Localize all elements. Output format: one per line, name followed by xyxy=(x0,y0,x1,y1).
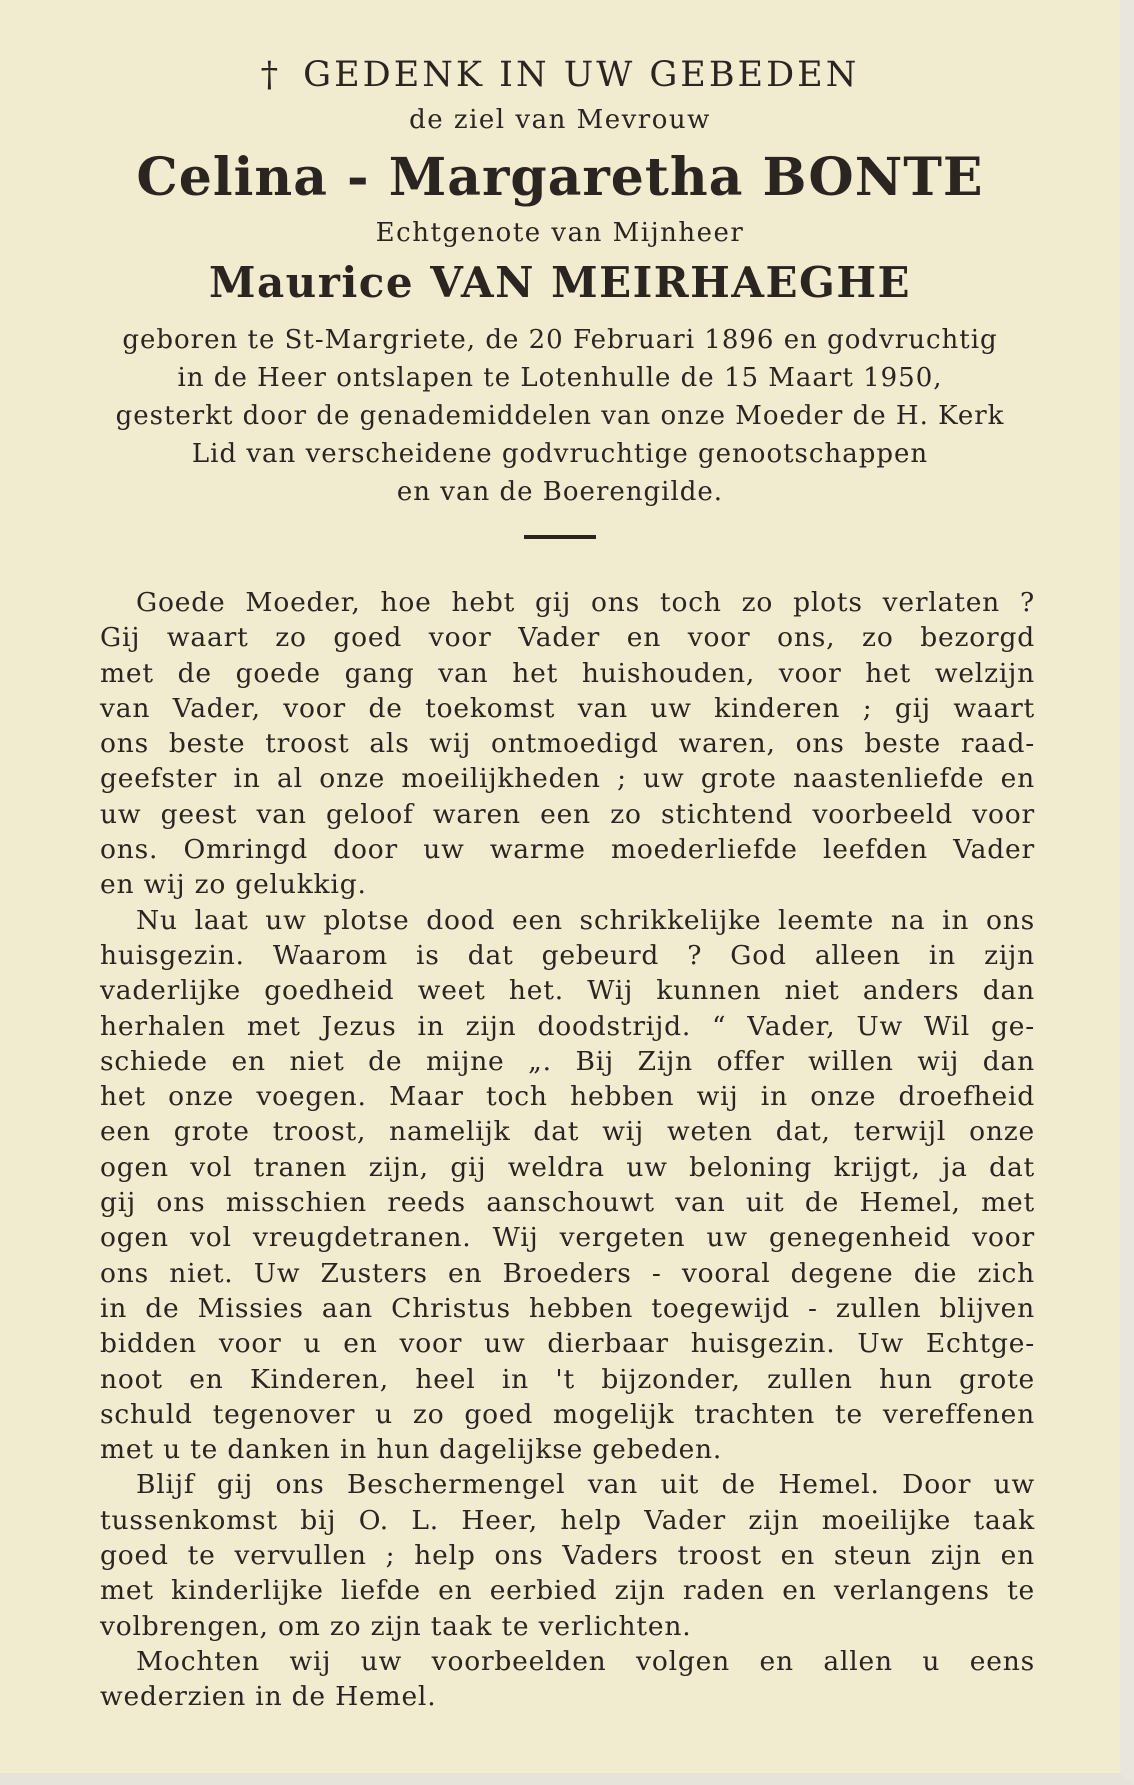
text-line: ogen vol tranen zijn, gij weldra uw beloning krijgt, ja dat xyxy=(100,1151,1035,1183)
biography-block xyxy=(100,321,1020,511)
text-line: geefster in al onze moeilijkheden ; uw grote naastenliefde en xyxy=(100,763,1035,795)
divider xyxy=(524,535,596,539)
text-line: goed te vervullen ; help ons Vaders troost en steun zijn en xyxy=(100,1540,1035,1572)
text-line: Blijf gij ons Beschermengel van uit de Hemel. Door uw xyxy=(136,1469,1035,1501)
text-line: en wij zo gelukkig. xyxy=(100,869,367,901)
text-line: herhalen met Jezus in zijn doodstrijd. “ Vader, Uw Wil ge- xyxy=(100,1010,1035,1042)
text-line: noot en Kinderen, heel in 't bijzonder, zullen hun grote xyxy=(100,1363,1035,1395)
cross-icon: † xyxy=(260,55,282,95)
text-line: gij ons misschien reeds aanschouwt van uit de Hemel, met xyxy=(100,1187,1035,1219)
text-line: uw geest van geloof waren een zo stichtend voorbeeld voor xyxy=(100,798,1035,830)
text-line: ons beste troost als wij ontmoedigd waren, ons beste raad- xyxy=(100,728,1035,760)
spouse-intro: Echtgenote van Mijnheer xyxy=(375,218,745,248)
deceased-name: Celina - Margaretha BONTE xyxy=(136,147,984,208)
text-line: huisgezin. Waarom is dat gebeurd ? God alleen in zijn xyxy=(100,939,1035,971)
ziel-line: de ziel van Mevrouw xyxy=(409,105,711,135)
gedenk-text: GEDENK IN UW GEBEDEN xyxy=(303,55,860,95)
text-line: het onze voegen. Maar toch hebben wij in onze droefheid xyxy=(100,1081,1035,1113)
text-line: wederzien in de Hemel. xyxy=(100,1681,437,1713)
text-line: ogen vol vreugdetranen. Wij vergeten uw genegenheid voor xyxy=(100,1222,1035,1254)
text-line: Gij waart zo goed voor Vader en voor ons, zo bezorgd xyxy=(100,622,1035,654)
text-line: Goede Moeder, hoe hebt gij ons toch zo plots verlaten ? xyxy=(136,587,1035,618)
card-header xyxy=(0,55,1120,539)
text-line: vaderlijke goedheid weet het. Wij kunnen niet anders dan xyxy=(100,975,1035,1007)
text-line: Nu laat uw plotse dood een schrikkelijke leemte na in ons xyxy=(136,904,1035,936)
text-line: van Vader, voor de toekomst van uw kinderen ; gij waart xyxy=(100,692,1035,724)
text-line: bidden voor u en voor uw dierbaar huisgezin. Uw Echtge- xyxy=(100,1328,1035,1360)
text-line: met de goede gang van het huishouden, voor het welzijn xyxy=(100,657,1035,689)
spouse-name: Maurice VAN MEIRHAEGHE xyxy=(208,258,912,307)
text-line: in de Missies aan Christus hebben toegewijd - zullen blijven xyxy=(100,1292,1035,1324)
prayer-text xyxy=(100,585,1035,1715)
text-line: ons niet. Uw Zusters en Broeders - vooral degene die zich xyxy=(100,1257,1035,1289)
gedenk-heading xyxy=(0,55,1120,95)
text-line: Mochten wij uw voorbeelden volgen en allen u eens xyxy=(136,1645,1035,1677)
text-line: met u te danken in hun dagelijkse gebeden. xyxy=(100,1434,723,1466)
bio-line: Lid van verscheidene godvruchtige genootschappen xyxy=(191,439,929,469)
bio-line: in de Heer ontslapen te Lotenhulle de 15 Maart 1950, xyxy=(177,363,943,393)
text-line: schiede en niet de mijne „. Bij Zijn offer willen wij dan xyxy=(100,1045,1035,1077)
text-line: een grote troost, namelijk dat wij weten dat, terwijl onze xyxy=(100,1116,1035,1148)
text-line: ons. Omringd door uw warme moederliefde leefden Vader xyxy=(100,834,1035,866)
text-line: volbrengen, om zo zijn taak te verlichten. xyxy=(100,1610,692,1642)
bio-line: en van de Boerengilde. xyxy=(396,477,724,507)
text-line: met kinderlijke liefde en eerbied zijn raden en verlangens te xyxy=(100,1575,1035,1607)
bio-line: geboren te St-Margriete, de 20 Februari 1896 en godvruchtig xyxy=(122,325,998,355)
text-line: schuld tegenover u zo goed mogelijk trachten te vereffenen xyxy=(100,1398,1035,1430)
text-line: tussenkomst bij O. L. Heer, help Vader zijn moeilijke taak xyxy=(100,1504,1035,1536)
bio-line: gesterkt door de genademiddelen van onze Moeder de H. Kerk xyxy=(115,401,1005,431)
